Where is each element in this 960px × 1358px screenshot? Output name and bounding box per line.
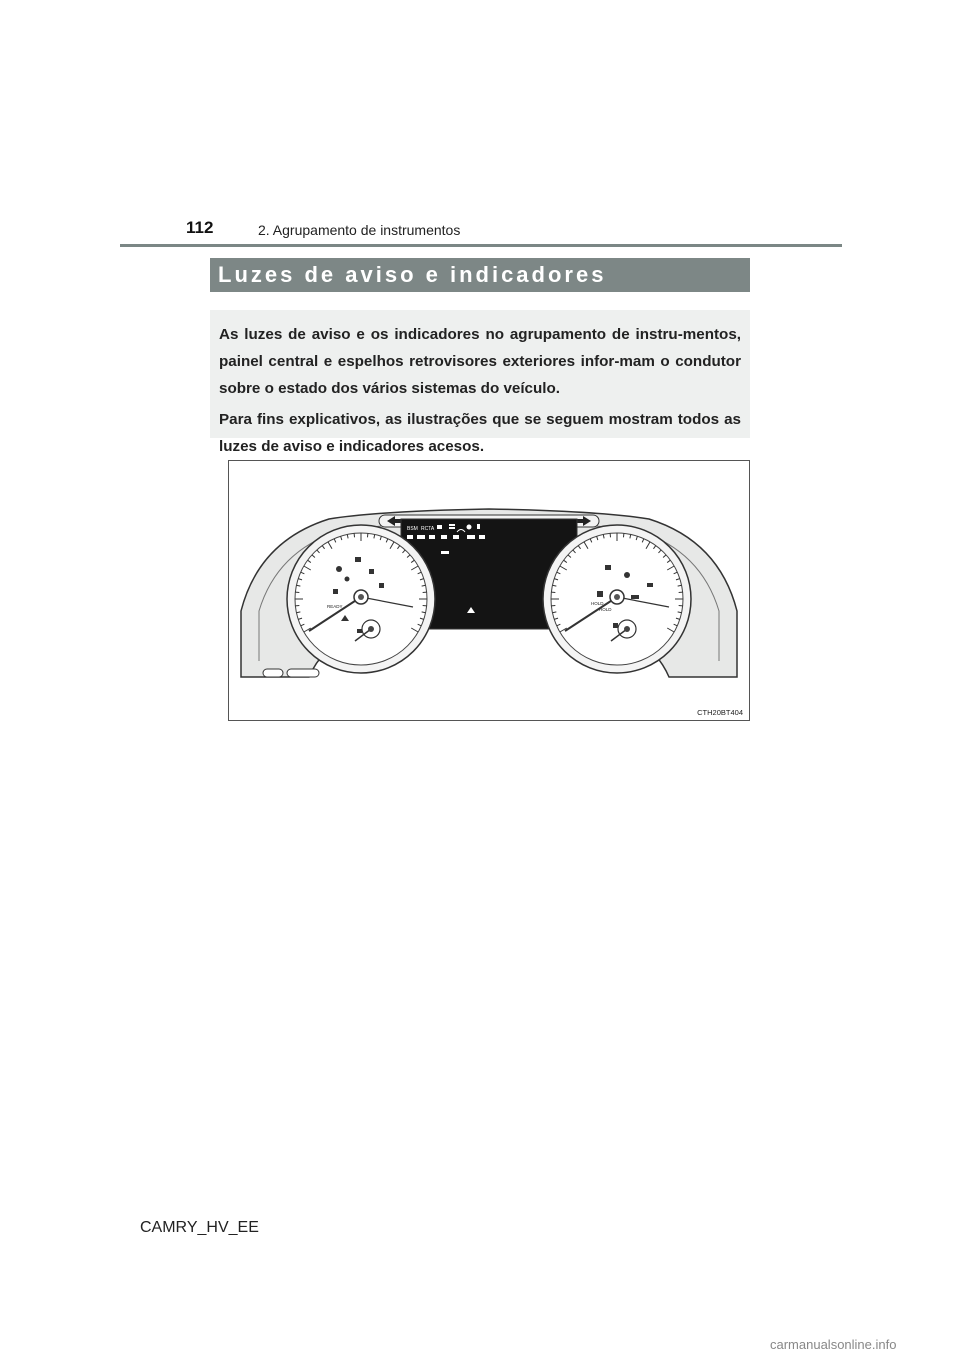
footer-model: CAMRY_HV_EE	[140, 1219, 259, 1236]
figure-code: CTH20BT404	[697, 708, 743, 717]
hold-label-right: HOLD	[599, 607, 612, 612]
instrument-cluster-figure	[228, 460, 750, 721]
header-rule	[120, 244, 842, 247]
intro-box	[210, 310, 750, 455]
ready-label: READY	[327, 604, 343, 609]
bsm-label: BSM	[407, 526, 418, 532]
page-number: 112	[186, 218, 214, 237]
instrument-cluster-illustration	[229, 461, 749, 720]
intro-paragraph-1: As luzes de aviso e os indicadores no agrupamento de instru-mentos, painel central e espelhos retrovisores exteriores infor-mam o condutor sobre o estado dos vários sistemas do veículo.	[219, 326, 741, 397]
watermark: carmanualsonline.info	[770, 1337, 897, 1352]
chapter-title: 2. Agrupamento de instrumentos	[258, 222, 461, 238]
rcta-label: RCTA	[421, 526, 435, 532]
intro-paragraph-2: Para fins explicativos, as ilustrações que se seguem mostram todos as luzes de aviso e indicadores acesos.	[219, 411, 741, 455]
section-banner: Luzes de aviso e indicadores	[210, 258, 750, 292]
hold-label-left: HOLD	[591, 601, 604, 606]
